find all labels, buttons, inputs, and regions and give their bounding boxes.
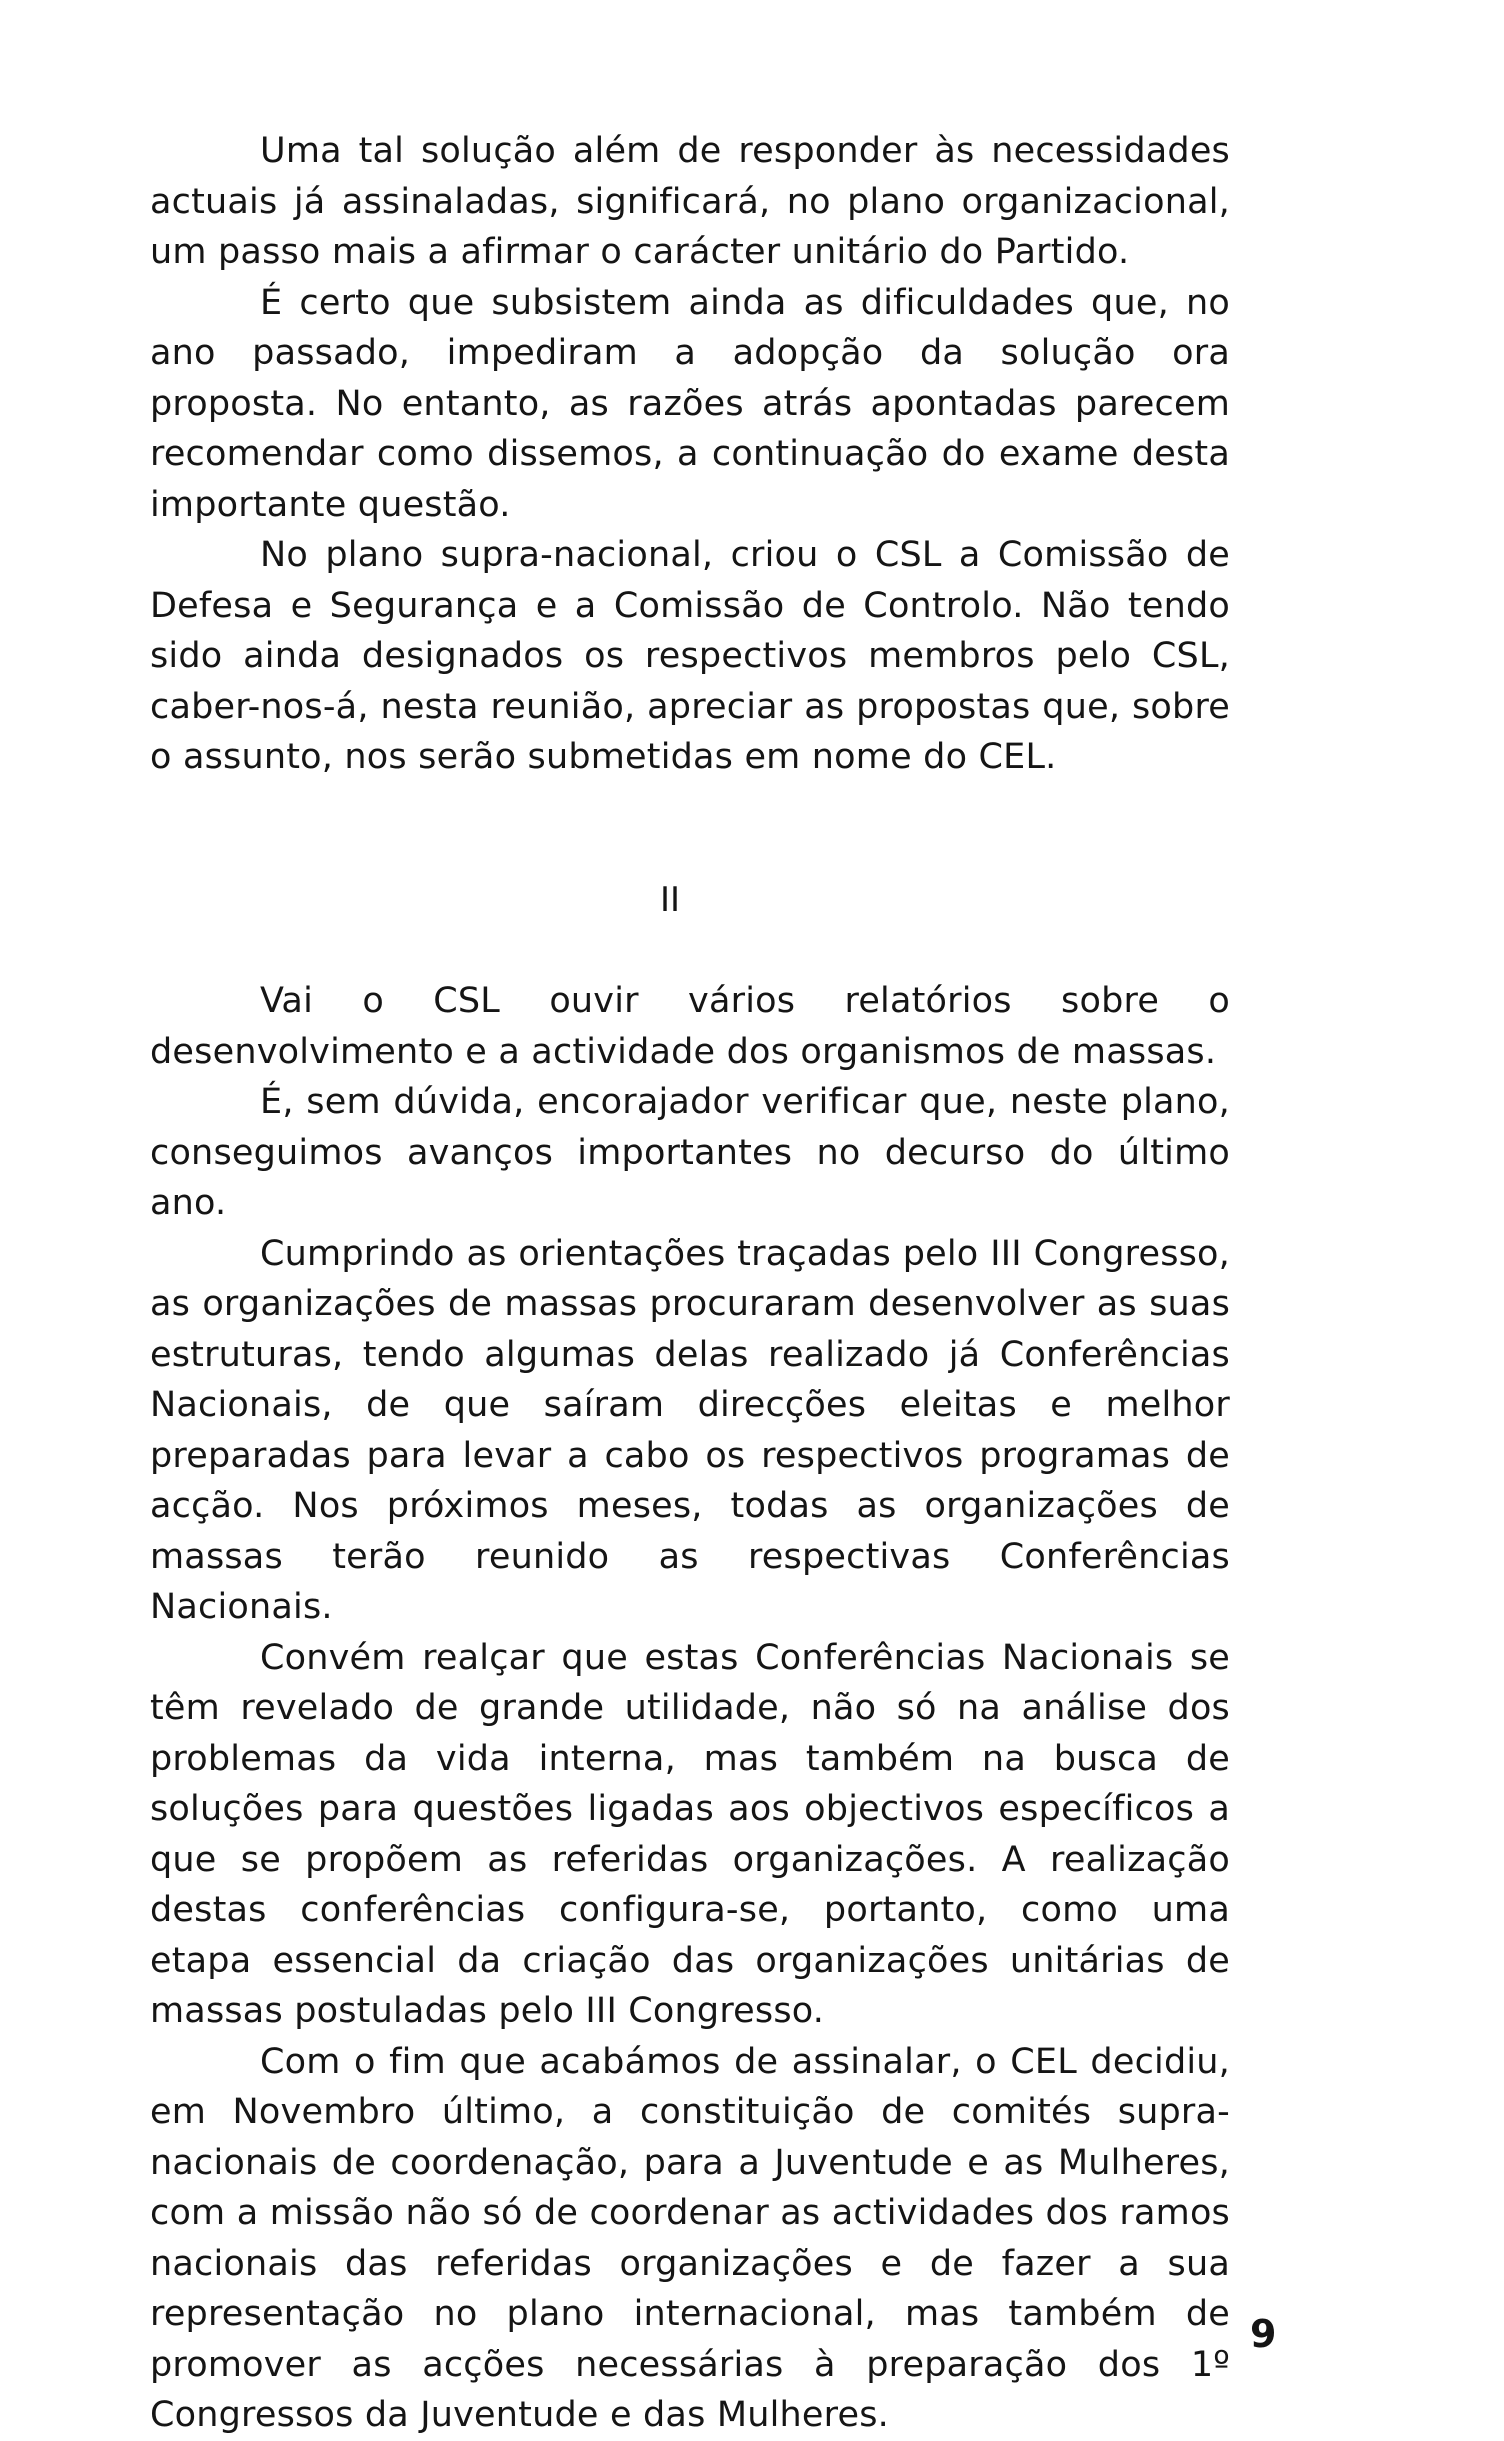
page-number: 9 (1250, 2312, 1277, 2356)
paragraph: Uma tal solução além de responder às necessidades actuais já assinaladas, significará, no plano organizacional, um passo mais a afirmar o carácter unitário do Partido. (150, 131, 1230, 272)
section-2-body (150, 976, 1230, 2441)
section-1-body (150, 126, 1230, 783)
paragraph: Com o fim que acabámos de assinalar, o CEL decidiu, em Novembro último, a constituição de comités supra-nacionais de coordenação, para a Juventude e as Mulheres, com a missão não só de coordenar as actividades dos ramos nacionais das referidas organizações e de fazer a sua representação no plano internacional, mas também de promover as acções necessárias à preparação dos 1º Congressos da Juventude e das Mulheres. (150, 2041, 1230, 2435)
paragraph: Convém realçar que estas Conferências Nacionais se têm revelado de grande utilidade, não só na análise dos problemas da vida interna, mas também na busca de soluções para questões ligadas aos objectivos específicos a que se propõem as referidas organizações. A realização destas conferências configura-se, portanto, como uma etapa essencial da criação das organizações unitárias de massas postuladas pelo III Congresso. (150, 1637, 1230, 2031)
paragraph: Cumprindo as orientações traçadas pelo III Congresso, as organizações de massas procuraram desenvolver as suas estruturas, tendo algumas delas realizado já Conferências Nacionais, de que saíram direcções eleitas e melhor preparadas para levar a cabo os respectivos programas de acção. Nos próximos meses, todas as organizações de massas terão reunido as respectivas Conferências Nacionais. (150, 1233, 1230, 1627)
paragraph: No plano supra-nacional, criou o CSL a Comissão de Defesa e Segurança e a Comissão de Controlo. Não tendo sido ainda designados os respectivos membros pelo CSL, caber-nos-á, nesta reunião, apreciar as propostas que, sobre o assunto, nos serão submetidas em nome do CEL. (150, 535, 1230, 777)
paragraph: É, sem dúvida, encorajador verificar que, neste plano, conseguimos avanços importantes no decurso do último ano. (150, 1082, 1230, 1223)
section-heading: II (659, 880, 681, 920)
paragraph: Vai o CSL ouvir vários relatórios sobre o desenvolvimento e a actividade dos organismos de massas. (150, 981, 1230, 1072)
paragraph: É certo que subsistem ainda as dificuldades que, no ano passado, impediram a adopção da solução ora proposta. No entanto, as razões atrás apontadas parecem recomendar como dissemos, a continuação do exame desta importante questão. (150, 282, 1230, 525)
